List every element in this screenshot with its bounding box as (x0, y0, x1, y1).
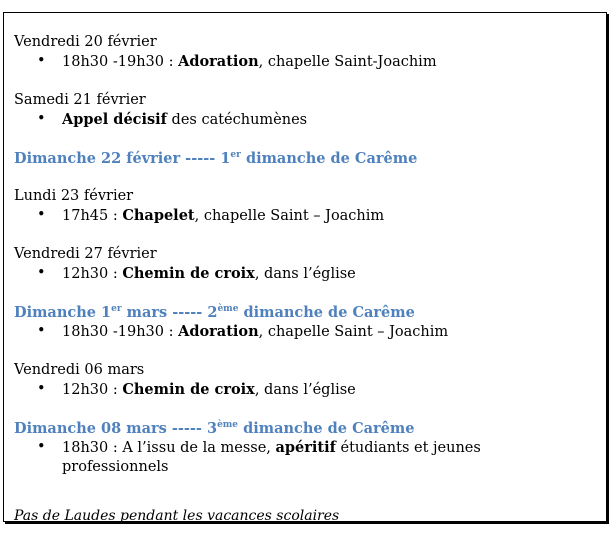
event-name: apéritif (275, 439, 336, 456)
event-list (14, 52, 604, 72)
event-location: , chapelle Saint – Joachim (194, 208, 385, 224)
event-name: Appel décisif (62, 111, 167, 128)
footer-note: Pas de Laudes pendant les vacances scolaires (14, 508, 340, 524)
day-heading: Samedi 21 février (14, 92, 146, 108)
event-location: des catéchumènes (166, 112, 308, 128)
event-list (14, 322, 604, 342)
list-item (14, 380, 532, 400)
day-heading: Vendredi 20 février (14, 34, 157, 50)
event-name: Adoration (178, 53, 259, 70)
ordinal-suffix: er (230, 150, 241, 160)
sunday-heading (14, 149, 604, 168)
event-time: 12h30 : (62, 266, 123, 282)
event-time: 18h30 -19h30 : (62, 54, 179, 70)
list-item (14, 206, 532, 226)
sunday-heading (14, 303, 604, 322)
day-heading: Vendredi 06 mars (14, 362, 145, 378)
event-location: , chapelle Saint – Joachim (258, 324, 449, 340)
sunday-heading-text: Dimanche 1 (14, 304, 112, 321)
list-item (14, 264, 532, 284)
spacer (14, 168, 604, 187)
sunday-heading-text: dimanche de Carême (240, 150, 418, 167)
event-list (14, 380, 604, 400)
list-item (14, 322, 532, 342)
event-name: Adoration (178, 323, 259, 340)
event-time: 12h30 : (62, 382, 123, 398)
list-item (14, 52, 532, 72)
event-time: 18h30 : A l’issu de la messe, (62, 440, 276, 456)
day-heading: Lundi 23 février (14, 188, 134, 204)
ordinal-suffix: er (111, 304, 122, 314)
sunday-heading-text: mars ----- 2 (121, 304, 218, 321)
ordinal-suffix: ème (217, 420, 239, 430)
sunday-heading-text: Dimanche 22 février ----- 1 (14, 150, 231, 167)
event-location: étudiants et jeunes professionnels (62, 440, 481, 475)
sunday-heading-text: Dimanche 08 mars ----- 3 (14, 420, 218, 437)
event-location: , dans l’église (254, 382, 356, 398)
sunday-heading-text: dimanche de Carême (238, 304, 415, 321)
sunday-heading-text: dimanche de Carême (238, 420, 415, 437)
event-list (14, 438, 604, 477)
event-time: 18h30 -19h30 : (62, 324, 179, 340)
event-name: Chapelet (122, 207, 195, 224)
event-list (14, 110, 604, 130)
event-list (14, 264, 604, 284)
list-item (14, 438, 532, 477)
event-name: Chemin de croix (122, 381, 255, 398)
list-item (14, 110, 532, 130)
sunday-heading (14, 419, 604, 438)
day-heading: Vendredi 27 février (14, 246, 157, 262)
event-list (14, 206, 604, 226)
event-location: , dans l’église (254, 266, 356, 282)
event-time: 17h45 : (62, 208, 123, 224)
ordinal-suffix: ème (217, 304, 239, 314)
event-name: Chemin de croix (122, 265, 255, 282)
event-location: , chapelle Saint-Joachim (258, 54, 437, 70)
schedule-list (14, 33, 604, 496)
